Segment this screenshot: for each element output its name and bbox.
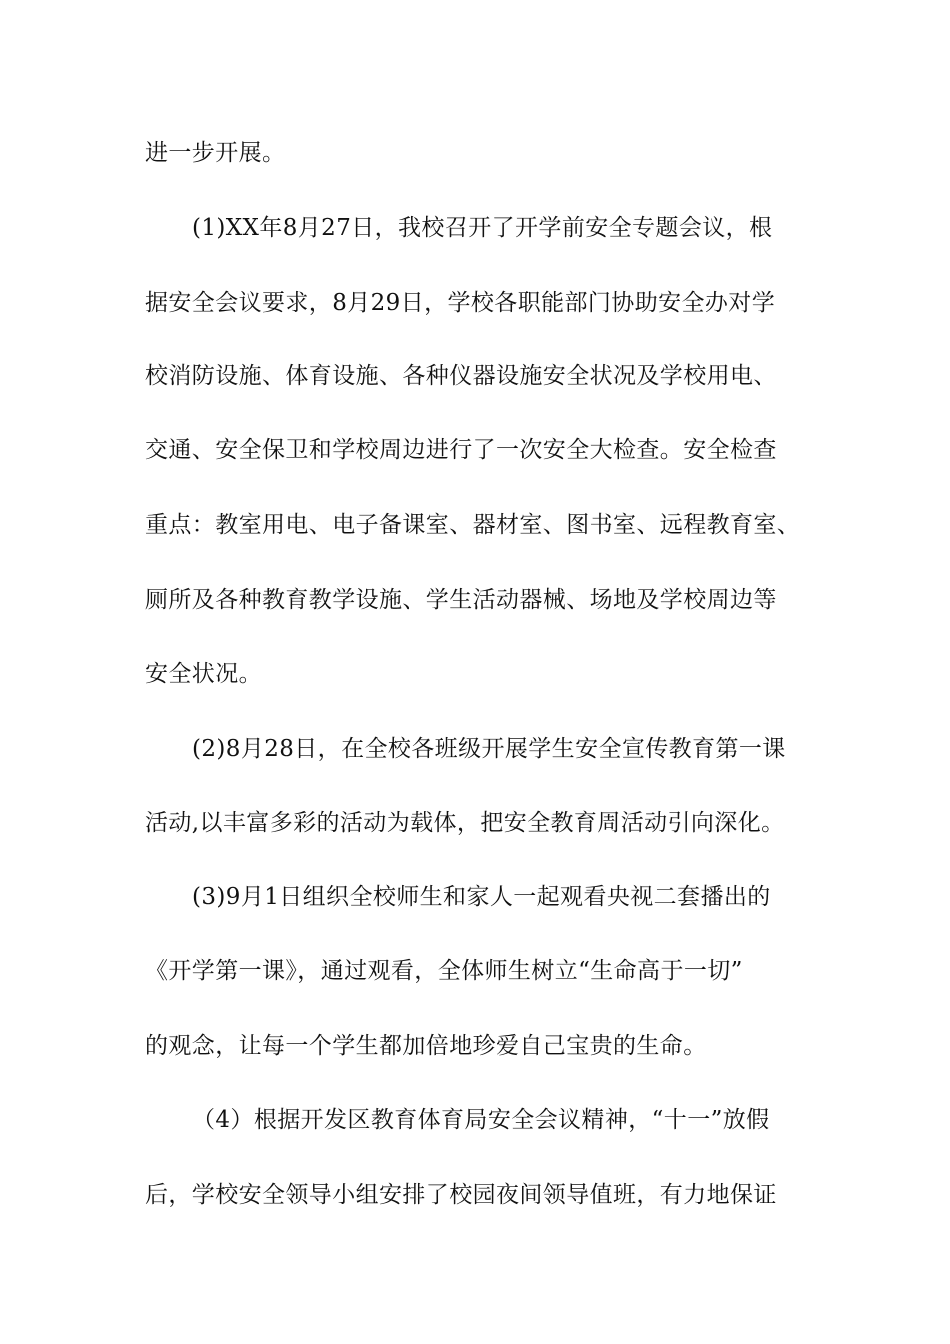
text-line: 据安全会议要求，8月29日，学校各职能部门协助安全办对学: [145, 290, 776, 316]
text-line: 安全状况。: [145, 661, 262, 687]
text-line: (3)9月1日组织全校师生和家人一起观看央视二套播出的: [192, 884, 771, 910]
text-line: (2)8月28日，在全校各班级开展学生安全宣传教育第一课: [192, 736, 786, 762]
text-line: 后，学校安全领导小组安排了校园夜间领导值班，有力地保证: [145, 1182, 777, 1208]
text-line: （4）根据开发区教育体育局安全会议精神，“十一”放假: [192, 1107, 770, 1133]
text-line: 活动,以丰富多彩的活动为载体，把安全教育周活动引向深化。: [145, 810, 785, 836]
text-line: 厕所及各种教育教学设施、学生活动器械、场地及学校周边等: [145, 587, 777, 613]
text-line: 进一步开展。: [145, 140, 286, 166]
text-line: 交通、安全保卫和学校周边进行了一次安全大检查。安全检查: [145, 437, 777, 463]
text-line: 《开学第一课》，通过观看，全体师生树立“生命高于一切”: [145, 958, 743, 984]
text-line: 校消防设施、体育设施、各种仪器设施安全状况及学校用电、: [145, 363, 777, 389]
text-line: (1)XX年8月27日，我校召开了开学前安全专题会议，根: [192, 215, 773, 241]
text-line: 的观念，让每一个学生都加倍地珍爱自己宝贵的生命。: [145, 1033, 707, 1059]
text-line: 重点：教室用电、电子备课室、器材室、图书室、远程教育室、: [145, 512, 801, 538]
